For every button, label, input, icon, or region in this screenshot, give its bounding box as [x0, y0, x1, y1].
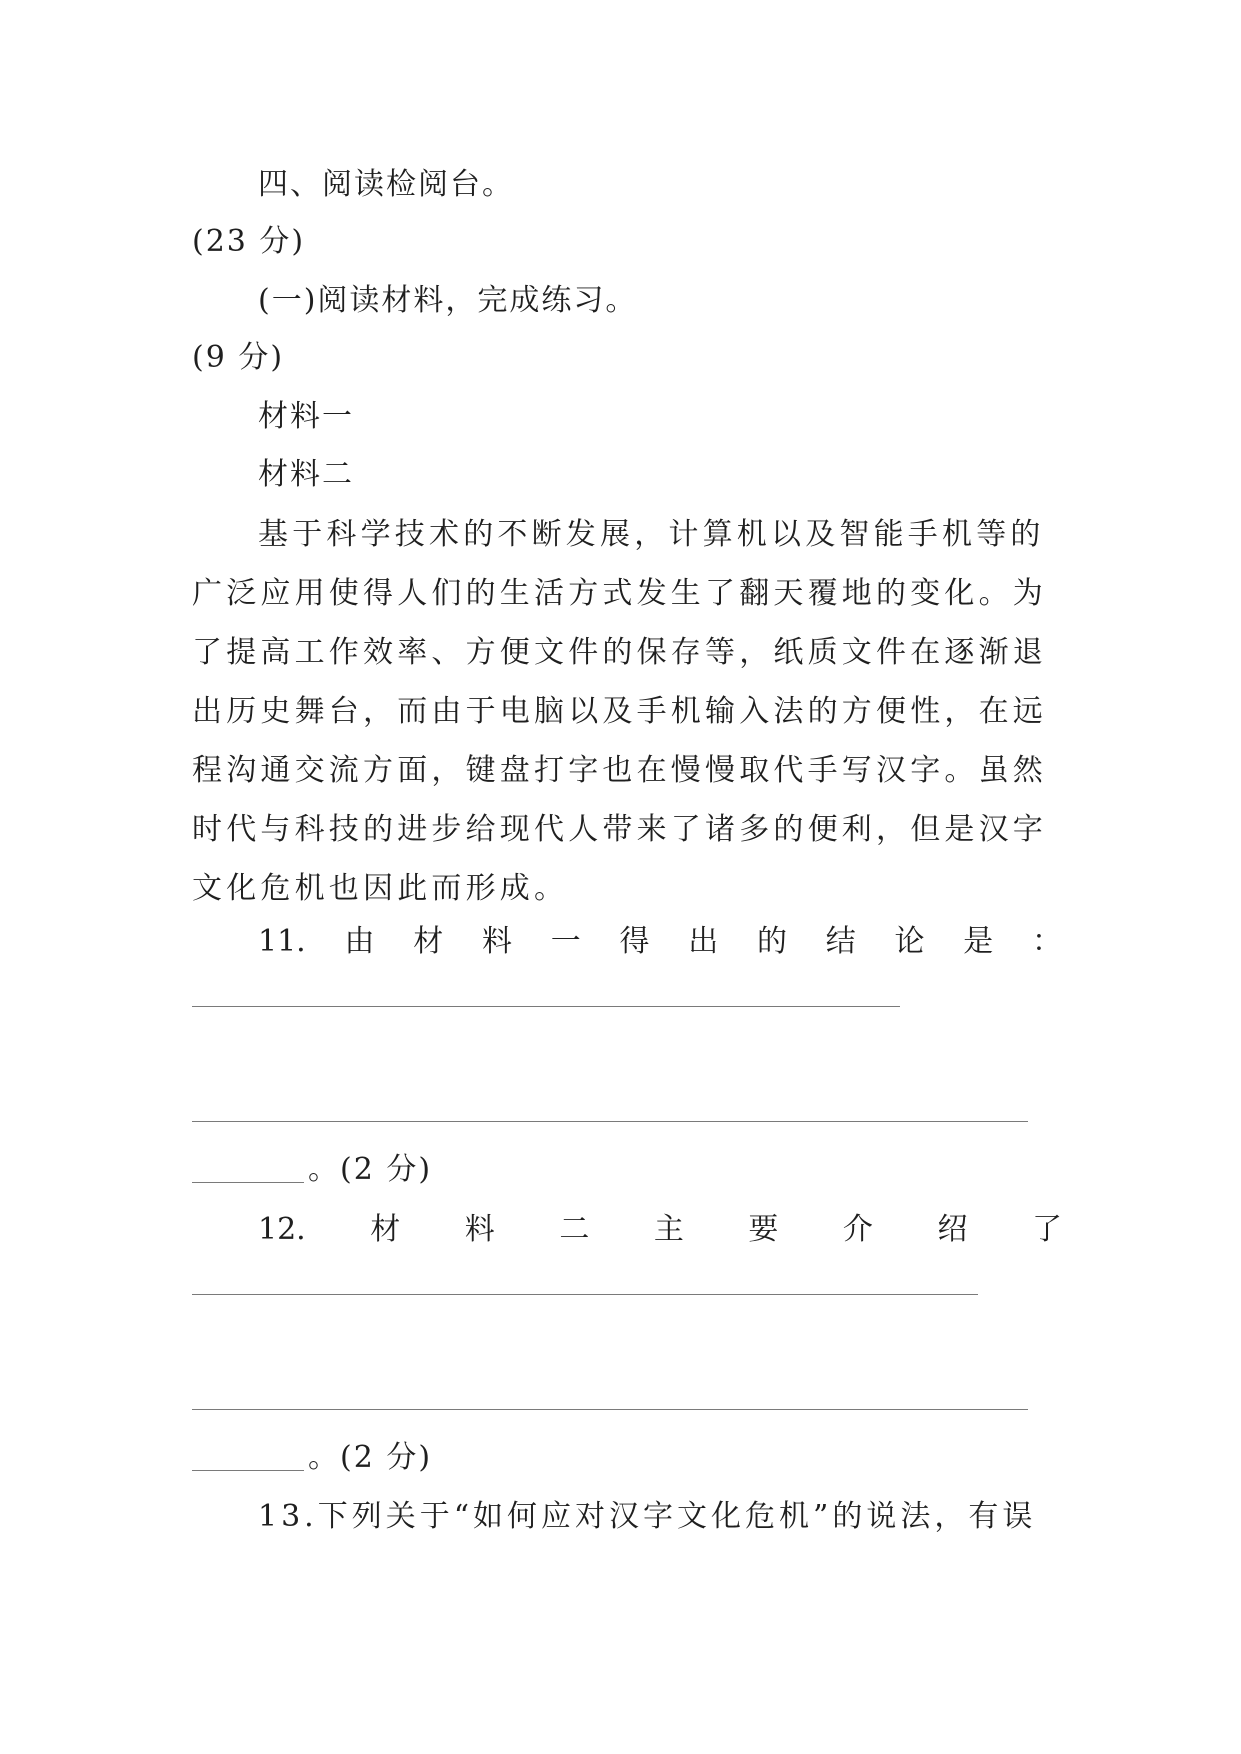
- answer-line-q12-2[interactable]: [192, 1409, 1028, 1410]
- prompt-char: 的: [756, 924, 787, 959]
- question-13-prompt: 13.下列关于“如何应对汉字文化危机”的说法，有误: [258, 1499, 1037, 1534]
- answer-line-q11-3[interactable]: [192, 1182, 304, 1183]
- prompt-char: 是: [963, 924, 994, 959]
- prompt-char: 了: [1031, 1212, 1062, 1247]
- part1-heading: (一)阅读材料，完成练习。: [258, 283, 638, 318]
- prompt-char: 得: [619, 924, 650, 959]
- question-number: 11.: [258, 924, 306, 959]
- answer-line-q11-2[interactable]: [192, 1121, 1028, 1122]
- answer-tail-q12: [192, 1438, 432, 1478]
- prompt-char: 主: [653, 1212, 684, 1247]
- prompt-char: 绍: [937, 1212, 968, 1247]
- prompt-char: 要: [748, 1212, 779, 1247]
- question-number: 12.: [258, 1212, 306, 1247]
- prompt-char: 料: [464, 1212, 495, 1247]
- prompt-char: 材: [413, 924, 444, 959]
- answer-line-q12-3[interactable]: [192, 1470, 304, 1471]
- prompt-char: 结: [825, 924, 856, 959]
- answer-tail-q11: [192, 1150, 432, 1190]
- answer-line-q12-1[interactable]: [192, 1294, 978, 1295]
- prompt-char: 料: [481, 924, 512, 959]
- prompt-char: 介: [842, 1212, 873, 1247]
- question-11-prompt: [258, 922, 1062, 962]
- material2-text: 基于科学技术的不断发展，计算机以及智能手机等的广泛应用使得人们的生活方式发生了翻天覆地的变化。为了提高工作效率、方便文件的保存等，纸质文件在逐渐退出历史舞台，而由于电脑以及手机输入法的方便性，在远程沟通交流方面，键盘打字也在慢慢取代手写汉字。虽然时代与科技的进步给现代人带来了诸多的便利，但是汉字文化危机也因此而形成。: [192, 517, 1047, 906]
- material2-label: 材料二: [258, 457, 354, 492]
- prompt-char: 一: [550, 924, 581, 959]
- answer-line-q11-1[interactable]: [192, 1006, 900, 1007]
- material1-label: 材料一: [258, 399, 354, 434]
- part1-score: (9 分): [192, 340, 285, 375]
- prompt-char: 论: [894, 924, 925, 959]
- score-q12: 。(2 分): [308, 1440, 433, 1475]
- prompt-char: 由: [344, 924, 375, 959]
- question-12-prompt: [258, 1210, 1062, 1250]
- section-heading: 四、阅读检阅台。: [258, 167, 514, 202]
- score-q11: 。(2 分): [308, 1152, 433, 1187]
- section-score: (23 分): [192, 224, 306, 259]
- prompt-char: 材: [370, 1212, 401, 1247]
- prompt-char: 二: [559, 1212, 590, 1247]
- prompt-char: ：: [1031, 924, 1062, 959]
- prompt-char: 出: [688, 924, 719, 959]
